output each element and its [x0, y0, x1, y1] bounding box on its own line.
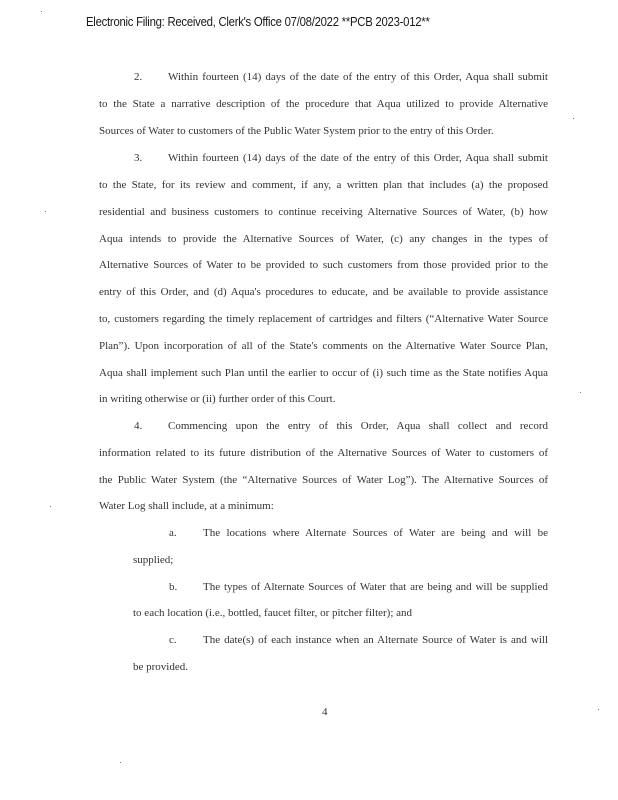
paragraph-number: 4. [134, 420, 143, 432]
item-letter: b. [169, 581, 178, 593]
text-line: Alternative Sources of Water to be provided to such customers from those provided prior to the [99, 259, 548, 271]
text-line: be provided. [133, 661, 188, 673]
text-line: to the State a narrative description of the procedure that Aqua utilized to provide Alternative [99, 98, 548, 110]
text-line: Commencing upon the entry of this Order, Aqua shall collect and record [168, 420, 548, 432]
text-line: The locations where Alternate Sources of Water are being and will be [203, 527, 548, 539]
text-line: The date(s) of each instance when an Alternate Source of Water is and will [203, 634, 548, 646]
filing-stamp-header: Electronic Filing: Received, Clerk's Office 07/08/2022 **PCB 2023-012** [86, 14, 430, 29]
text-line: The types of Alternate Sources of Water that are being and will be supplied [203, 581, 548, 593]
page-number: 4 [322, 706, 328, 718]
scan-speck [580, 392, 581, 393]
text-line: information related to its future distribution of the Alternative Sources of Water to customers of [99, 447, 548, 459]
paragraph-number: 3. [134, 152, 143, 164]
text-line: residential and business customers to continue receiving Alternative Sources of Water, (b) how [99, 206, 548, 218]
scan-speck [50, 506, 51, 507]
text-line: Aqua intends to provide the Alternative Sources of Water, (c) any changes in the types of [99, 233, 548, 245]
text-line: to each location (i.e., bottled, faucet filter, or pitcher filter); and [133, 607, 413, 619]
text-line: Within fourteen (14) days of the date of the entry of this Order, Aqua shall submit [168, 152, 548, 164]
text-line: Water Log shall include, at a minimum: [99, 500, 274, 512]
text-line: the Public Water System (the “Alternative Sources of Water Log”). The Alternative Sources of [99, 474, 548, 486]
text-line: Plan”). Upon incorporation of all of the State's comments on the Alternative Water Source Plan, [99, 340, 548, 352]
text-line: Aqua shall implement such Plan until the earlier to occur of (i) such time as the State notifies Aqua [99, 367, 548, 379]
item-letter: c. [169, 634, 177, 646]
text-line: entry of this Order, and (d) Aqua's procedures to educate, and be available to provide assistance [99, 286, 548, 298]
paragraph-number: 2. [134, 71, 143, 83]
text-line: supplied; [133, 554, 174, 566]
item-letter: a. [169, 527, 177, 539]
text-line: Sources of Water to customers of the Public Water System prior to the entry of this Order. [99, 125, 494, 137]
scan-speck [120, 762, 121, 763]
scan-speck [573, 118, 574, 119]
scan-speck [41, 11, 42, 12]
text-line: to the State, for its review and comment, if any, a written plan that includes (a) the proposed [99, 179, 548, 191]
scan-speck [45, 211, 46, 212]
text-line: in writing otherwise or (ii) further order of this Court. [99, 393, 336, 405]
scan-speck [598, 709, 599, 710]
text-line: Within fourteen (14) days of the date of the entry of this Order, Aqua shall submit [168, 71, 548, 83]
text-line: to, customers regarding the timely replacement of cartridges and filters (“Alternative Water Source [99, 313, 548, 325]
